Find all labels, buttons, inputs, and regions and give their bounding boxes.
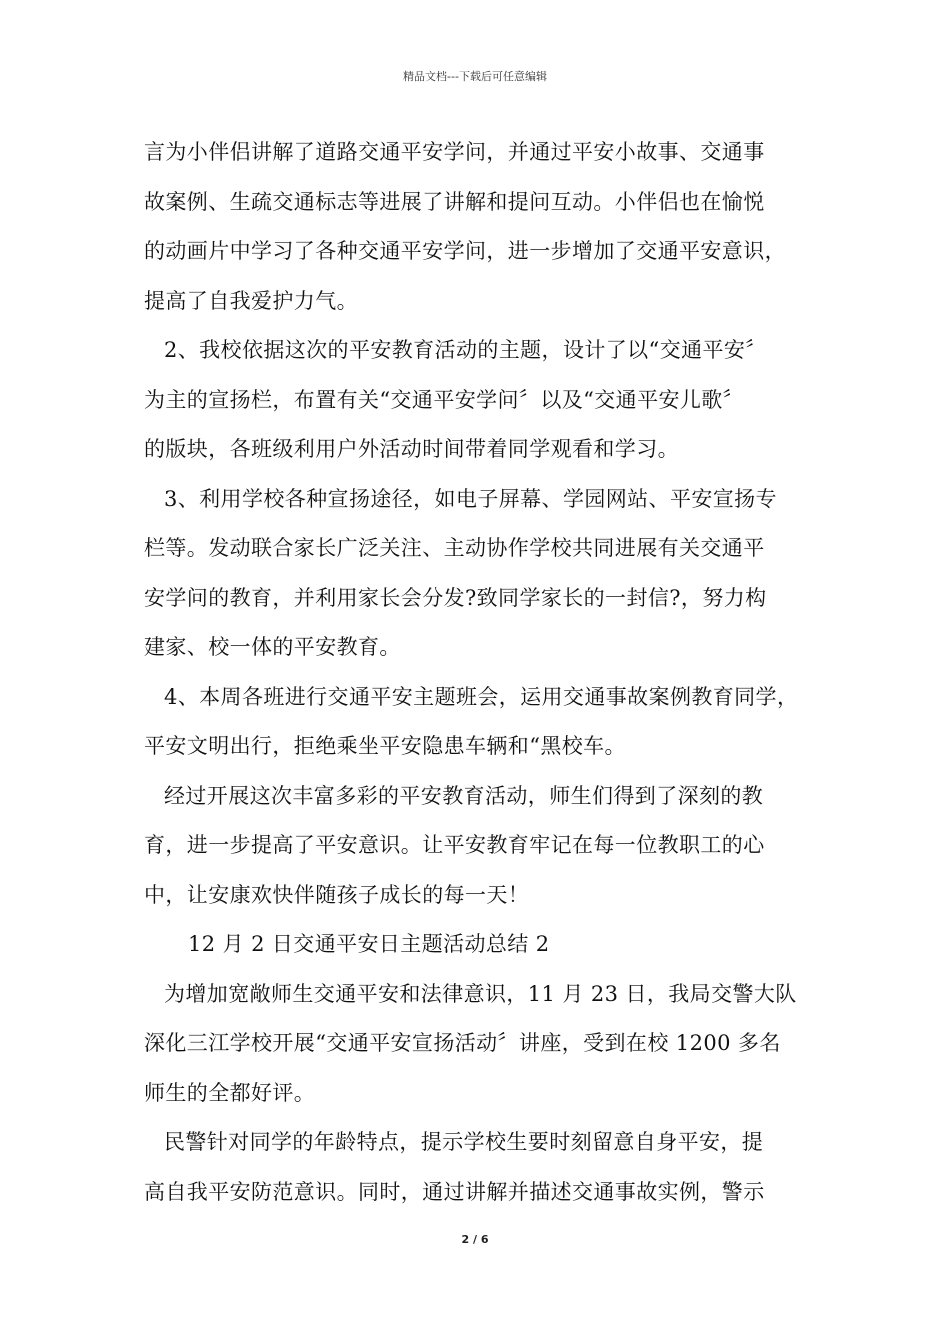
body-line: 3、利用学校各种宣扬途径，如电子屏幕、学园网站、平安宣扬专 (164, 486, 777, 511)
body-line: 中，让安康欢快伴随孩子成长的每一天！ (144, 882, 530, 907)
body-line: 的动画片中学习了各种交通平安学问，进一步增加了交通平安意识， (144, 239, 786, 263)
body-line: 栏等。发动联合家长广泛关注、主动协作学校共同进展有关交通平 (144, 536, 765, 560)
body-line: 的版块，各班级利用户外活动时间带着同学观看和学习。 (144, 437, 679, 461)
body-line: 2、我校依据这次的平安教育活动的主题，设计了以“交通平安〞 (164, 338, 767, 362)
body-line: 提高了自我爱护力气。 (144, 288, 358, 313)
body-line: 深化三江学校开展“交通平安宣扬活动〞讲座，受到在校 1200 多名 (144, 1031, 781, 1055)
body-line: 故案例、生疏交通标志等进展了讲解和提问互动。小伴侣也在愉悦 (144, 189, 765, 214)
body-line: 为增加宽敞师生交通平安和法律意识，11 月 23 日，我局交警大队 (164, 981, 797, 1006)
body-line: 言为小伴侣讲解了道路交通平安学问，并通过平安小故事、交通事 (144, 140, 765, 164)
body-line: 安学问的教育，并利用家长会分发?致同学家长的一封信?，努力构 (144, 585, 767, 610)
body-line: 育，进一步提高了平安意识。让平安教育牢记在每一位教职工的心 (144, 833, 765, 857)
document-body (144, 128, 832, 1217)
page-number: 2 / 6 (461, 1233, 489, 1246)
body-line: 师生的全都好评。 (144, 1080, 316, 1105)
body-line: 经过开展这次丰富多彩的平安教育活动，师生们得到了深刻的教 (164, 783, 764, 808)
body-line: 高自我平安防范意识。同时，通过讲解并描述交通事故实例，警示 (144, 1179, 765, 1204)
section-title: 12 月 2 日交通平安日主题活动总结 2 (188, 932, 550, 956)
body-line: 为主的宣扬栏，布置有关“交通平安学问〞以及“交通平安儿歌〞 (144, 387, 745, 412)
body-line: 平安文明出行，拒绝乘坐平安隐患车辆和“黑校车。 (144, 734, 626, 758)
body-line: 4、本周各班进行交通平安主题班会，运用交通事故案例教育同学， (164, 684, 799, 709)
body-line: 建家、校一体的平安教育。 (144, 635, 401, 659)
body-line: 民警针对同学的年龄特点，提示学校生要时刻留意自身平安，提 (164, 1130, 764, 1154)
page-header: 精品文档---下载后可任意编辑 (403, 70, 547, 83)
